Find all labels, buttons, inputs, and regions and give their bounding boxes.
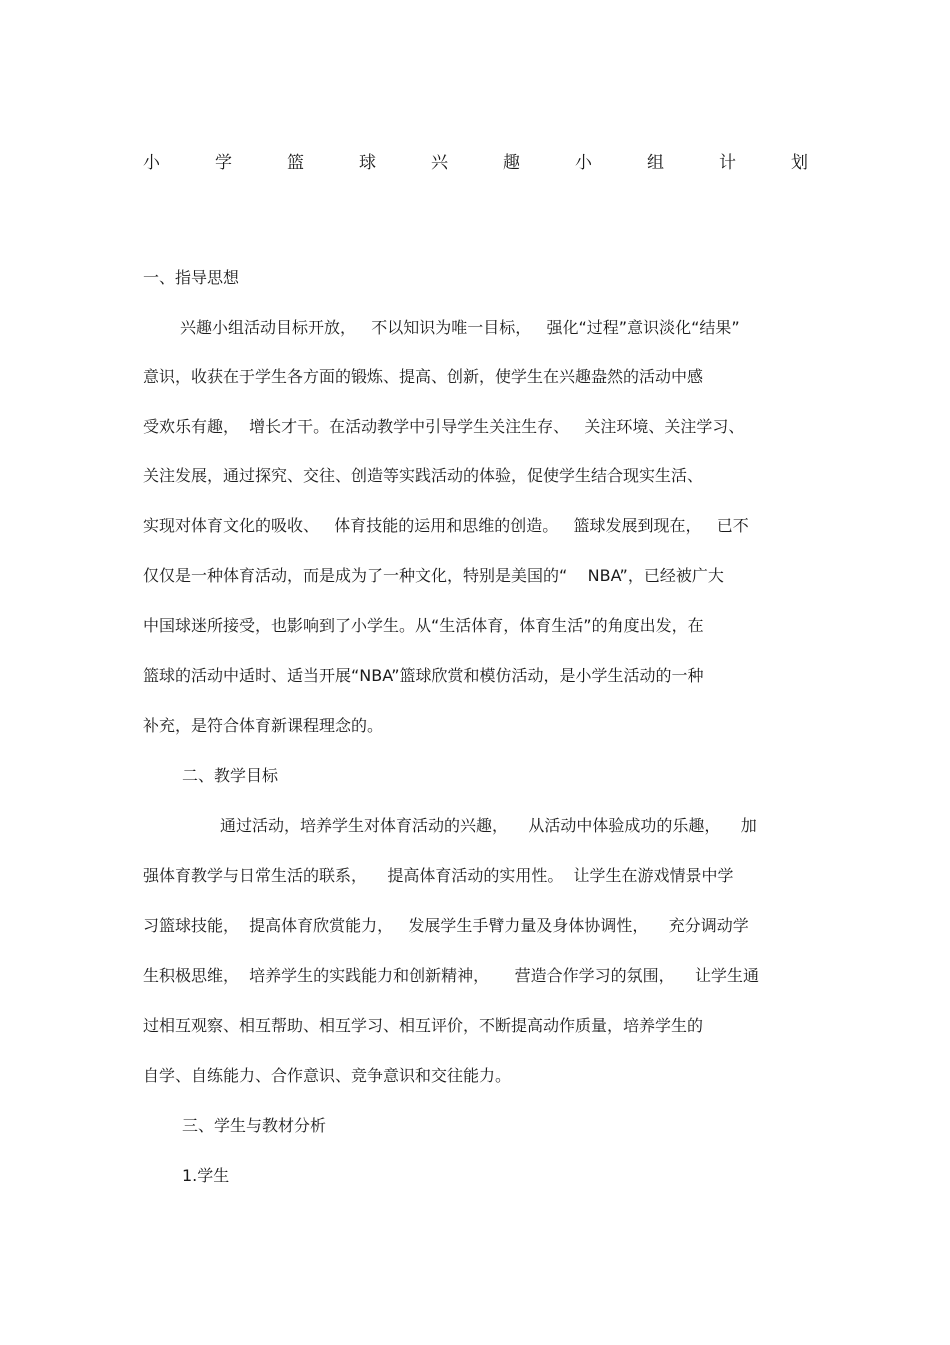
section-heading-guiding-thought: 一、指导思想: [143, 268, 240, 287]
paragraph-line: 强体育教学与日常生活的联系， 提高体育活动的实用性。 让学生在游戏情景中学: [143, 866, 734, 885]
subsection-heading-students: 1.学生: [182, 1166, 230, 1185]
paragraph-line: 兴趣小组活动目标开放， 不以知识为唯一目标， 强化“过程”意识淡化“结果”: [180, 318, 740, 337]
title-char: 学: [215, 153, 232, 173]
paragraph-line: 实现对体育文化的吸收、 体育技能的运用和思维的创造。 篮球发展到现在， 已不: [143, 516, 749, 535]
title-char: 计: [719, 153, 736, 173]
paragraph-line: 过相互观察、相互帮助、相互学习、相互评价，不断提高动作质量，培养学生的: [143, 1016, 704, 1035]
paragraph-line: 意识，收获在于学生各方面的锻炼、提高、创新，使学生在兴趣盎然的活动中感: [143, 367, 704, 386]
paragraph-line: 关注发展，通过探究、交往、创造等实践活动的体验，促使学生结合现实生活、: [143, 466, 704, 485]
paragraph-line: 篮球的活动中适时、适当开展“NBA”篮球欣赏和模仿活动，是小学生活动的一种: [143, 666, 704, 685]
title-char: 小: [143, 153, 160, 173]
paragraph-line: 习篮球技能， 提高体育欣赏能力， 发展学生手臂力量及身体协调性， 充分调动学: [143, 916, 749, 935]
paragraph-line: 中国球迷所接受，也影响到了小学生。从“生活体育，体育生活”的角度出发，在: [143, 616, 704, 635]
paragraph-line: 受欢乐有趣， 增长才干。在活动教学中引导学生关注生存、 关注环境、关注学习、: [143, 417, 745, 436]
paragraph-line: 自学、自练能力、合作意识、竞争意识和交往能力。: [143, 1066, 512, 1085]
title-char: 兴: [431, 153, 448, 173]
title-char: 小: [575, 153, 592, 173]
title-char: 球: [359, 153, 376, 173]
title-char: 划: [791, 153, 808, 173]
title-char: 组: [647, 153, 664, 173]
paragraph-line: 通过活动，培养学生对体育活动的兴趣， 从活动中体验成功的乐趣， 加: [220, 816, 757, 835]
title-char: 趣: [503, 153, 520, 173]
section-heading-teaching-goals: 二、教学目标: [182, 766, 279, 785]
section-heading-analysis: 三、学生与教材分析: [182, 1116, 327, 1135]
document-title: [143, 148, 808, 174]
paragraph-line: 补充，是符合体育新课程理念的。: [143, 716, 384, 735]
paragraph-line: 仅仅是一种体育活动，而是成为了一种文化，特别是美国的“ NBA”，已经被广大: [143, 566, 724, 585]
title-char: 篮: [287, 153, 304, 173]
paragraph-line: 生积极思维， 培养学生的实践能力和创新精神， 营造合作学习的氛围， 让学生通: [143, 966, 759, 985]
